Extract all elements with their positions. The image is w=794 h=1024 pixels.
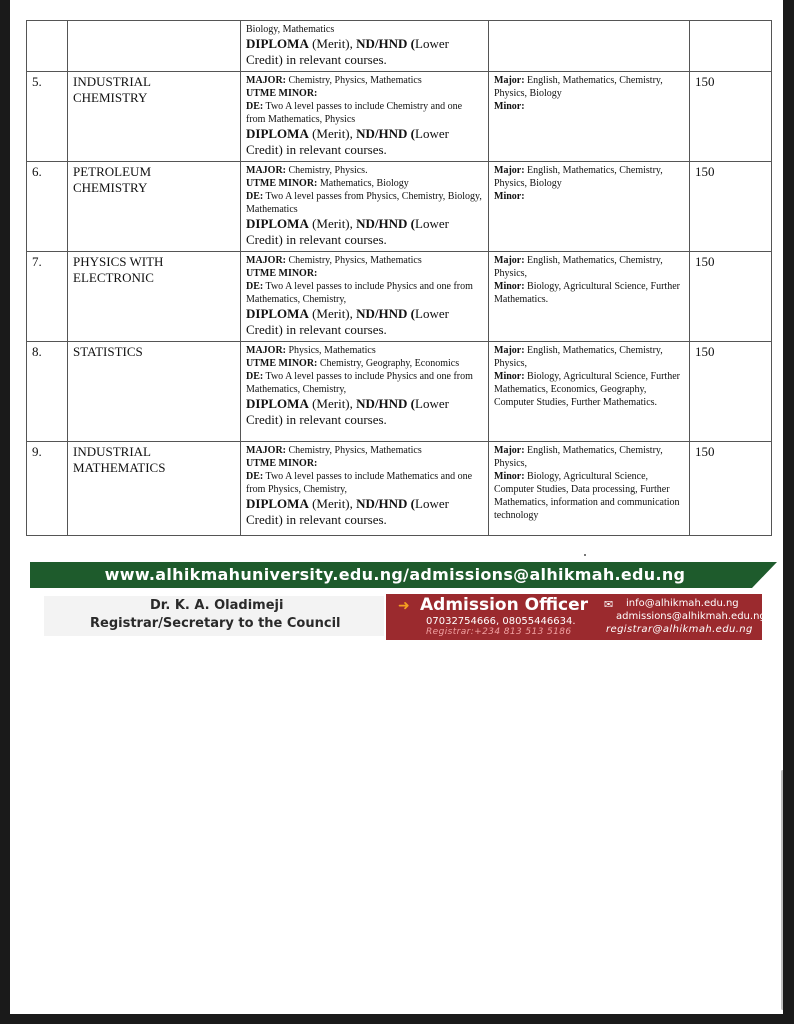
requirements-cell (241, 342, 489, 442)
sn-cell: 9. (27, 442, 68, 536)
diploma-line: DIPLOMA (Merit), ND/HND (Lower (246, 306, 449, 321)
programme-cell (68, 342, 241, 442)
email-registrar: registrar@alhikmah.edu.ng (606, 624, 753, 635)
diploma-line-cont: Credit) in relevant courses. (246, 412, 387, 427)
signatory-name: Dr. K. A. Oladimeji (150, 598, 284, 613)
programme-name: PETROLEUM (73, 164, 151, 179)
envelope-icon: ✉ (604, 598, 614, 611)
olevel-cell (489, 252, 690, 342)
stray-dot (584, 554, 586, 556)
major-requirement: MAJOR: Physics, Mathematics (246, 345, 376, 356)
programme-name: INDUSTRIAL (73, 444, 151, 459)
website-url: www.alhikmahuniversity.edu.ng/admissions@alhikmah.edu.ng (104, 565, 686, 584)
diploma-line-cont: Credit) in relevant courses. (246, 322, 387, 337)
sn-cell: 7. (27, 252, 68, 342)
programme-name-line2: ELECTRONIC (73, 270, 154, 285)
de-requirement: DE: Two A level passes to include Chemistry and one from Mathematics, Physics (246, 101, 463, 125)
website-band (30, 562, 777, 588)
diploma-line: DIPLOMA (Merit), ND/HND (Lower (246, 396, 449, 411)
quota-cell: 150 (690, 252, 772, 342)
programme-cell (68, 252, 241, 342)
olevel-minor: Minor: Biology, Agricultural Science, Computer Studies, Data processing, Further Mathematics, information and communication technology (494, 471, 680, 521)
olevel-minor: Minor: Biology, Agricultural Science, Further Mathematics, Economics, Geography, Computer Studies, Further Mathematics. (494, 371, 680, 408)
diploma-line-cont: Credit) in relevant courses. (246, 232, 387, 247)
olevel-major: Major: English, Mathematics, Chemistry, Physics, (494, 345, 663, 369)
table-row (27, 442, 772, 536)
programme-cell (68, 162, 241, 252)
admission-requirements-table (26, 20, 772, 536)
diploma-line-cont: Credit) in relevant courses. (246, 142, 387, 157)
diploma-line-cont: Credit) in relevant courses. (246, 52, 387, 67)
programme-name: INDUSTRIAL (73, 74, 151, 89)
requirements-line: Biology, Mathematics (246, 24, 335, 35)
officer-phones: 07032754666, 08055446634. (426, 616, 576, 627)
email-admissions: admissions@alhikmah.edu.ng (616, 611, 766, 622)
sn-cell: 8. (27, 342, 68, 442)
diploma-line: DIPLOMA (Merit), ND/HND (Lower (246, 36, 449, 51)
sn-cell: 5. (27, 72, 68, 162)
requirements-cell (241, 162, 489, 252)
table-row-continued (27, 21, 772, 72)
olevel-minor: Minor: (494, 191, 525, 202)
table-row (27, 342, 772, 442)
olevel-major: Major: English, Mathematics, Chemistry, Physics, (494, 255, 663, 279)
olevel-cell (489, 442, 690, 536)
programme-cell (68, 21, 241, 72)
programme-name: STATISTICS (73, 344, 143, 359)
quota-cell: 150 (690, 162, 772, 252)
olevel-cell (489, 21, 690, 72)
table-row (27, 72, 772, 162)
sn-cell (27, 21, 68, 72)
quota-cell: 150 (690, 442, 772, 536)
utme-minor-requirement: UTME MINOR: (246, 268, 318, 279)
olevel-cell (489, 162, 690, 252)
diploma-line-cont: Credit) in relevant courses. (246, 512, 387, 527)
de-requirement: DE: Two A level passes to include Physics and one from Mathematics, Chemistry, (246, 281, 473, 305)
major-requirement: MAJOR: Chemistry, Physics, Mathematics (246, 445, 422, 456)
requirements-cell (241, 21, 489, 72)
de-requirement: DE: Two A level passes to include Mathematics and one from Physics, Chemistry, (246, 471, 473, 495)
signatory-title: Registrar/Secretary to the Council (90, 616, 341, 631)
signatory-block (44, 596, 384, 636)
table-row (27, 252, 772, 342)
diploma-line: DIPLOMA (Merit), ND/HND (Lower (246, 216, 449, 231)
olevel-minor: Minor: (494, 101, 525, 112)
diploma-line: DIPLOMA (Merit), ND/HND (Lower (246, 126, 449, 141)
email-info: info@alhikmah.edu.ng (626, 598, 739, 609)
de-requirement: DE: Two A level passes from Physics, Chemistry, Biology, Mathematics (246, 191, 482, 215)
olevel-minor: Minor: Biology, Agricultural Science, Further Mathematics. (494, 281, 680, 305)
programme-name-line2: CHEMISTRY (73, 90, 148, 105)
major-requirement: MAJOR: Chemistry, Physics. (246, 165, 368, 176)
programme-name-line2: CHEMISTRY (73, 180, 148, 195)
quota-cell: 150 (690, 72, 772, 162)
arrow-icon: ➜ (398, 598, 410, 614)
quota-cell: 150 (690, 342, 772, 442)
diploma-line: DIPLOMA (Merit), ND/HND (Lower (246, 496, 449, 511)
olevel-major: Major: English, Mathematics, Chemistry, Physics, (494, 445, 663, 469)
utme-minor-requirement: UTME MINOR: (246, 88, 318, 99)
de-requirement: DE: Two A level passes to include Physics and one from Mathematics, Chemistry, (246, 371, 473, 395)
quota-cell (690, 21, 772, 72)
major-requirement: MAJOR: Chemistry, Physics, Mathematics (246, 75, 422, 86)
olevel-major: Major: English, Mathematics, Chemistry, Physics, Biology (494, 75, 663, 99)
olevel-cell (489, 342, 690, 442)
document-page (10, 0, 783, 1014)
major-requirement: MAJOR: Chemistry, Physics, Mathematics (246, 255, 422, 266)
programme-name-line2: MATHEMATICS (73, 460, 166, 475)
olevel-cell (489, 72, 690, 162)
sn-cell: 6. (27, 162, 68, 252)
requirements-cell (241, 442, 489, 536)
programme-cell (68, 72, 241, 162)
programme-name: PHYSICS WITH (73, 254, 164, 269)
requirements-cell (241, 252, 489, 342)
olevel-major: Major: English, Mathematics, Chemistry, Physics, Biology (494, 165, 663, 189)
table-row (27, 162, 772, 252)
officer-title: Admission Officer (420, 595, 589, 615)
scrollbar[interactable] (781, 770, 783, 1010)
admission-officer-box (386, 594, 766, 640)
utme-minor-requirement: UTME MINOR: Mathematics, Biology (246, 178, 409, 189)
requirements-cell (241, 72, 489, 162)
registrar-phone: Registrar:+234 813 513 5186 (426, 627, 572, 637)
utme-minor-requirement: UTME MINOR: Chemistry, Geography, Economics (246, 358, 460, 369)
utme-minor-requirement: UTME MINOR: (246, 458, 318, 469)
programme-cell (68, 442, 241, 536)
